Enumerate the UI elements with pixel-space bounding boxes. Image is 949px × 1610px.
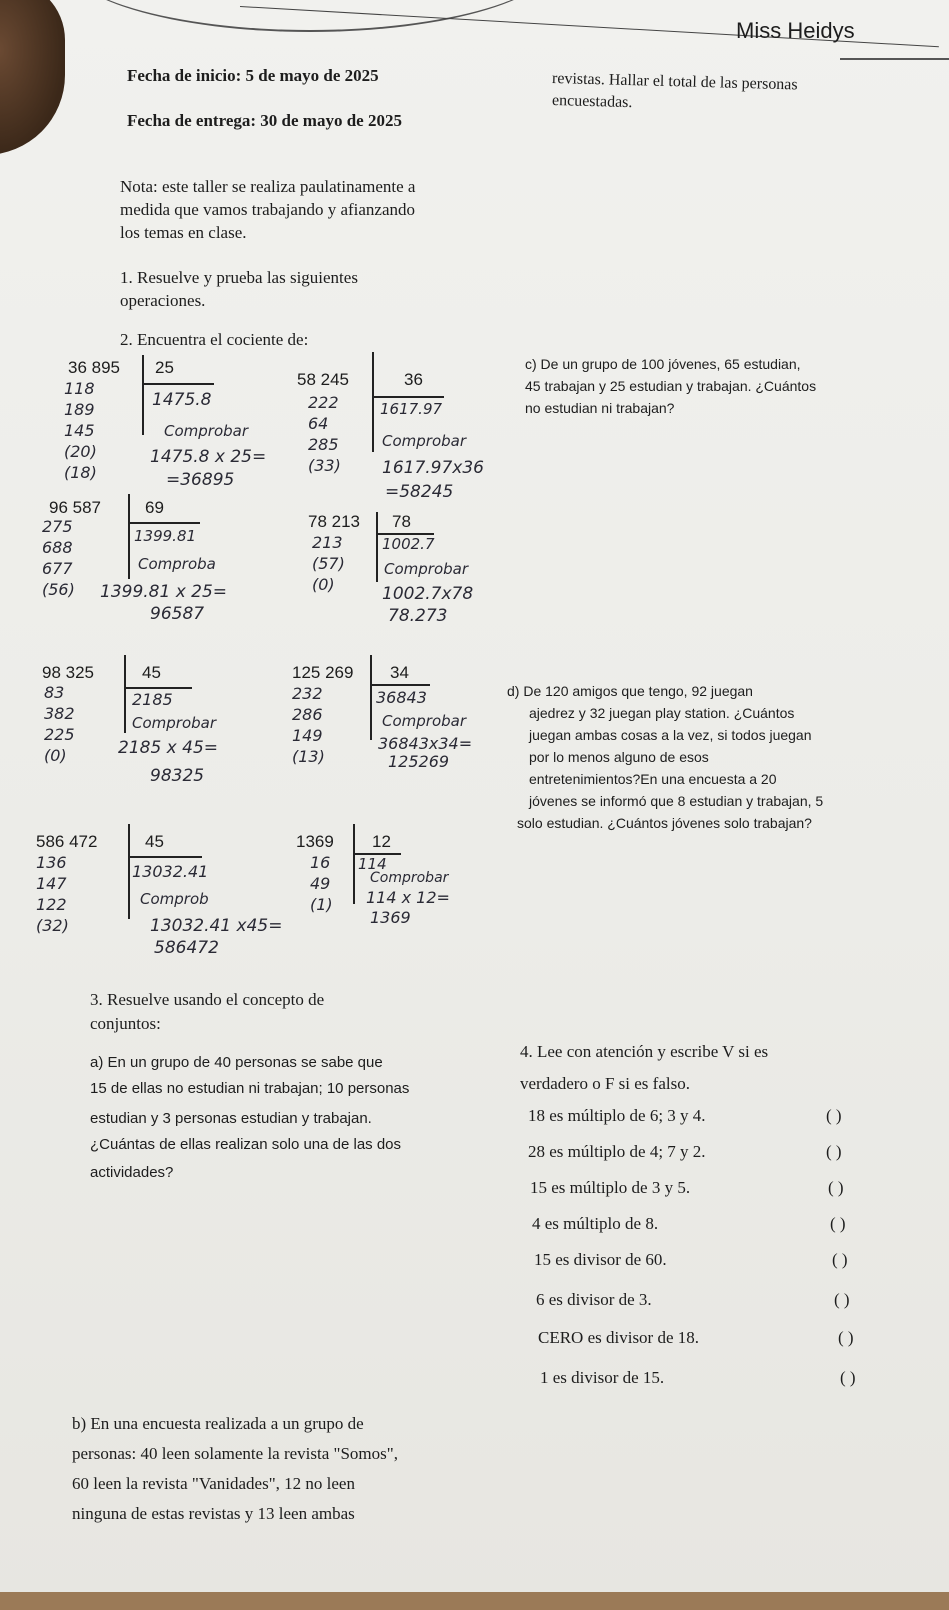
header-arc [60, 0, 560, 32]
q4-item: 28 es múltiplo de 4; 7 y 2. [528, 1142, 706, 1161]
quotient: 114 [358, 855, 387, 873]
division-bar [128, 824, 130, 919]
check-operation: 1002.7x78 [382, 584, 474, 604]
q4-line2: verdadero o F si es falso. [520, 1074, 690, 1093]
divisor: 45 [145, 832, 164, 851]
check-label: Comprobar [164, 422, 249, 440]
check-result: 586472 [154, 938, 219, 958]
check-label: Comprobar [132, 714, 217, 732]
divisor: 36 [404, 370, 423, 389]
work-steps: 136 147 122 (32) [36, 853, 69, 935]
division-bar [142, 355, 144, 435]
problem-d-line4: por lo menos alguno de esos [529, 749, 709, 765]
dividend: 586 472 [36, 832, 98, 851]
problem-d-line6: jóvenes se informó que 8 estudian y trabajan, 5 [529, 793, 824, 809]
check-label: Comproba [138, 555, 216, 573]
dividend: 36 895 [68, 358, 120, 377]
q4-answer-blank[interactable]: ( ) [832, 1250, 848, 1269]
divisor: 12 [372, 832, 391, 851]
work-steps: 213 (57) (0) [312, 533, 345, 594]
problem-d-line1: d) De 120 amigos que tengo, 92 juegan [507, 683, 753, 699]
q4-item: CERO es divisor de 18. [538, 1328, 700, 1347]
divisor: 34 [390, 663, 409, 682]
top-right-line1: revistas. Hallar el total de las personas [551, 70, 798, 94]
dividend: 96 587 [49, 498, 101, 517]
q4-answer-blank[interactable]: ( ) [840, 1368, 856, 1387]
problem-d-line3: juegan ambas cosas a la vez, si todos juegan [529, 727, 812, 743]
dividend: 58 245 [297, 370, 349, 389]
q4-line1: 4. Lee con atención y escribe V si es [520, 1042, 769, 1061]
q4-item: 15 es múltiplo de 3 y 5. [530, 1178, 691, 1197]
quotient-line [128, 856, 202, 858]
dividend: 78 213 [308, 512, 360, 531]
note-line1: Nota: este taller se realiza paulatinamente a [120, 177, 416, 196]
quotient: 2185 [132, 690, 173, 709]
divisor: 69 [145, 498, 164, 517]
work-steps: 275 688 677 (56) [42, 517, 75, 599]
quotient-line [142, 383, 214, 385]
work-steps: 232 286 149 (13) [292, 684, 325, 766]
problem-d-line7: solo estudian. ¿Cuántos jóvenes solo trabajan? [517, 815, 812, 831]
thumb-shadow [0, 0, 65, 155]
quotient-line [128, 522, 200, 524]
check-operation: 2185 x 45= [118, 738, 219, 758]
q4-item: 18 es múltiplo de 6; 3 y 4. [528, 1106, 706, 1125]
q3-b-line2: personas: 40 leen solamente la revista "Somos", [72, 1444, 398, 1463]
dividend: 1369 [296, 832, 334, 851]
quotient: 13032.41 [132, 862, 209, 881]
check-label: Comprobar [382, 432, 467, 450]
division-bar [124, 655, 126, 733]
work-steps: 16 49 (1) [310, 853, 333, 914]
check-label: Comprobar [370, 870, 449, 886]
q3-a-line2: 15 de ellas no estudian ni trabajan; 10 personas [90, 1080, 410, 1097]
dividend: 125 269 [292, 663, 354, 682]
q4-answer-blank[interactable]: ( ) [830, 1214, 846, 1233]
q4-answer-blank[interactable]: ( ) [828, 1178, 844, 1197]
check-result: 98325 [150, 766, 205, 786]
q4-answer-blank[interactable]: ( ) [826, 1142, 842, 1161]
quotient: 1617.97 [380, 400, 443, 418]
check-label: Comprobar [382, 712, 467, 730]
work-steps: 222 64 285 (33) [308, 393, 341, 475]
divisor: 25 [155, 358, 174, 377]
quotient: 1399.81 [134, 527, 197, 545]
problem-c-line3: no estudian ni trabajan? [525, 400, 675, 416]
check-result: 1369 [370, 908, 411, 927]
problem-d-line5: entretenimientos?En una encuesta a 20 [529, 771, 777, 787]
q3-a-line1: a) En un grupo de 40 personas se sabe que [90, 1054, 383, 1071]
table-surface [0, 1592, 949, 1610]
check-operation: 36843x34= [378, 734, 473, 753]
check-operation: 114 x 12= [366, 888, 450, 907]
q4-item: 1 es divisor de 15. [540, 1368, 665, 1387]
q4-answer-blank[interactable]: ( ) [838, 1328, 854, 1347]
top-right-line2: encuestadas. [551, 92, 633, 112]
header-rule [840, 58, 949, 60]
q1-line2: operaciones. [120, 291, 206, 310]
q2-title: 2. Encuentra el cociente de: [120, 330, 309, 349]
division-bar [128, 494, 130, 579]
q4-item: 6 es divisor de 3. [536, 1290, 652, 1309]
quotient-line [124, 687, 192, 689]
quotient: 1475.8 [152, 390, 212, 410]
q3-b-line3: 60 leen la revista "Vanidades", 12 no leen [72, 1474, 355, 1493]
check-operation: 1399.81 x 25= [100, 582, 228, 602]
divisor: 78 [392, 512, 411, 531]
note-line3: los temas en clase. [120, 223, 247, 242]
q3-a-line3: estudian y 3 personas estudian y trabajan. [90, 1110, 372, 1127]
q3-b-line4: ninguna de estas revistas y 13 leen ambas [72, 1504, 355, 1523]
divisor: 45 [142, 663, 161, 682]
dividend: 98 325 [42, 663, 94, 682]
check-label: Comprobar [384, 560, 469, 578]
check-operation: 1475.8 x 25= [150, 447, 267, 467]
quotient: 1002.7 [382, 535, 435, 553]
q4-answer-blank[interactable]: ( ) [826, 1106, 842, 1125]
check-label: Comprob [140, 890, 209, 908]
q4-item: 15 es divisor de 60. [534, 1250, 667, 1269]
check-result: 125269 [388, 752, 450, 771]
q3-line2: conjuntos: [90, 1014, 161, 1033]
q3-a-line5: actividades? [90, 1164, 174, 1181]
work-steps: 83 382 225 (0) [44, 683, 75, 765]
check-operation: 13032.41 x45= [150, 916, 283, 936]
division-bar [370, 655, 372, 740]
division-bar [376, 512, 378, 582]
check-result: =36895 [166, 470, 235, 490]
division-bar [353, 824, 355, 904]
q1-line1: 1. Resuelve y prueba las siguientes [120, 268, 358, 287]
check-operation: 1617.97x36 [382, 458, 484, 478]
check-result: 78.273 [388, 606, 448, 626]
quotient-line [372, 396, 444, 398]
start-date: Fecha de inicio: 5 de mayo de 2025 [127, 66, 379, 85]
q4-answer-blank[interactable]: ( ) [834, 1290, 850, 1309]
q3-line1: 3. Resuelve usando el concepto de [90, 990, 325, 1009]
q4-item: 4 es múltiplo de 8. [532, 1214, 659, 1233]
q3-a-line4: ¿Cuántas de ellas realizan solo una de las dos [90, 1136, 402, 1153]
problem-c-line2: 45 trabajan y 25 estudian y trabajan. ¿Cuántos [525, 378, 817, 394]
note-line2: medida que vamos trabajando y afianzando [120, 200, 416, 219]
problem-c-line1: c) De un grupo de 100 jóvenes, 65 estudian, [525, 356, 801, 372]
quotient-line [370, 684, 430, 686]
due-date: Fecha de entrega: 30 de mayo de 2025 [127, 111, 402, 130]
check-result: =58245 [385, 482, 454, 502]
check-result: 96587 [150, 604, 205, 624]
division-bar [372, 352, 374, 452]
work-steps: 118 189 145 (20) (18) [64, 379, 97, 482]
teacher-name: Miss Heidys [736, 18, 855, 43]
problem-d-line2: ajedrez y 32 juegan play station. ¿Cuántos [529, 705, 795, 721]
q3-b-line1: b) En una encuesta realizada a un grupo de [72, 1414, 364, 1433]
quotient: 36843 [376, 688, 427, 707]
